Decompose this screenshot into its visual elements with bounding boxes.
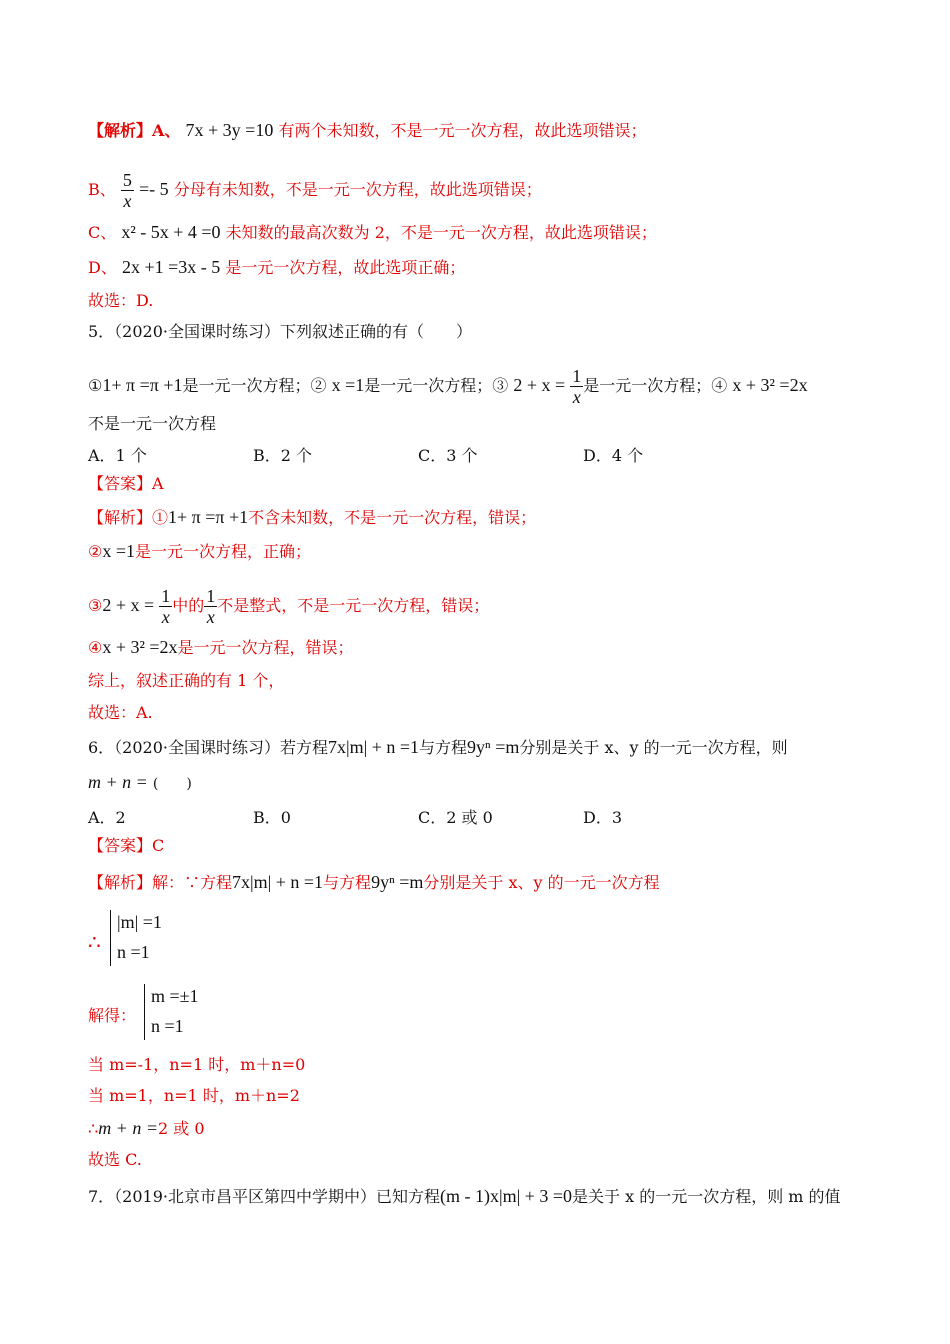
fraction-denominator: x [161, 607, 170, 627]
analysis-equation-2: 9yⁿ =m [371, 872, 424, 892]
analysis-4-equation: x + 3² =2x [102, 637, 178, 657]
q6-option-c: C．2 或 0 [418, 808, 493, 827]
explanation-c: 未知数的最高次数为 2，不是一元一次方程，故此选项错误； [225, 223, 657, 242]
q6-stem [88, 737, 788, 758]
q6-stem-post: 分别是关于 x、y 的一元一次方程，则 [519, 738, 788, 757]
q5-option-c: C．3 个 [418, 446, 478, 465]
analysis-3-mid: 中的 [172, 596, 205, 615]
result-value: 2 或 0 [157, 1119, 205, 1138]
q5-analysis-1 [88, 507, 536, 528]
statement-1-equation: 1+ π =π +1 [102, 375, 183, 395]
q7-equation: (m - 1)x|m| + 3 =0 [440, 1186, 572, 1206]
explanation-d: 是一元一次方程，故此选项正确； [225, 258, 466, 277]
statement-3-fraction [570, 366, 583, 407]
analysis-2-equation: x =1 [102, 541, 135, 561]
therefore-symbol: ∴ [88, 930, 101, 954]
q6-stem-mid: 与方程 [419, 738, 468, 757]
analysis-intro: 解：∵方程 [152, 873, 233, 892]
q4-line-c [88, 222, 657, 243]
analysis-post: 分别是关于 x、y 的一元一次方程 [423, 873, 660, 892]
q6-option-a: A．2 [88, 808, 126, 827]
circle-1-mark: ① [88, 376, 103, 395]
system-1-eq-b: n =1 [117, 942, 150, 962]
explanation-a: 有两个未知数，不是一元一次方程，故此选项错误； [278, 121, 647, 140]
fraction-denominator: x [123, 191, 132, 211]
q6-equation-1: 7x|m| + n =1 [328, 737, 420, 757]
statement-3-equation: 2 + x = [513, 375, 566, 395]
analysis-mid: 与方程 [323, 873, 372, 892]
analysis-3-text: 不是整式，不是一元一次方程，错误； [217, 596, 490, 615]
equation-b-rhs: =- 5 [138, 179, 169, 199]
q4-line-a [88, 120, 646, 141]
q5-answer: 【答案】A [88, 474, 164, 493]
analysis-1-equation: 1+ π =π +1 [168, 507, 249, 527]
option-d-prefix: D、 [88, 258, 117, 277]
result-expression: m + n = [98, 1118, 158, 1138]
circle-1-mark: ① [152, 508, 169, 527]
q6-conclusion: 故选 C. [88, 1150, 142, 1169]
analysis-label: 【解析】 [88, 873, 153, 892]
q6-blank: ( ) [152, 776, 192, 792]
q6-answer: 【答案】C [88, 836, 165, 855]
solve-label: 解得： [88, 1006, 137, 1025]
q5-option-b: B．2 个 [253, 446, 313, 465]
analysis-label: 【解析】 [88, 121, 153, 140]
circle-3-mark: ③ [88, 596, 103, 615]
analysis-equation-1: 7x|m| + n =1 [232, 872, 324, 892]
q6-result [88, 1118, 205, 1139]
fraction-numerator: 1 [161, 586, 171, 606]
q7-stem-pre: 7．（2019·北京市昌平区第四中学期中）已知方程 [88, 1187, 440, 1206]
explanation-b: 分母有未知数，不是一元一次方程，故此选项错误； [173, 180, 542, 199]
q5-conclusion: 故选：A. [88, 703, 153, 722]
statement-4-equation: x + 3² =2x [732, 375, 808, 395]
analysis-4-text: 是一元一次方程，错误； [177, 638, 354, 657]
analysis-3-fraction [159, 586, 172, 627]
q5-summary: 综上，叙述正确的有 1 个， [88, 671, 285, 690]
q5-analysis-2 [88, 541, 311, 562]
q7-stem [88, 1186, 841, 1207]
fraction-denominator: x [206, 607, 215, 627]
statement-4-text: 不是一元一次方程 [88, 414, 217, 433]
system-1-eq-a: |m| =1 [117, 912, 162, 932]
q6-option-d: D．3 [583, 808, 623, 827]
statement-2-equation: x =1 [331, 375, 365, 395]
q4-conclusion: 故选：D. [88, 291, 154, 310]
q4-line-b [88, 170, 542, 211]
q5-stem: 5．（2020·全国课时练习）下列叙述正确的有（ ） [88, 322, 472, 341]
fraction-numerator: 1 [206, 586, 216, 606]
q5-analysis-4 [88, 637, 354, 658]
q4-line-d [88, 257, 465, 278]
q5-statements [88, 366, 808, 407]
case-1: 当 m=-1，n=1 时，m＋n=0 [88, 1055, 306, 1074]
q7-stem-post: 是关于 x 的一元一次方程，则 m 的值 [572, 1187, 841, 1206]
system-2-eq-b: n =1 [151, 1016, 184, 1036]
circle-2-mark: ② [88, 542, 103, 561]
analysis-3-equation: 2 + x = [102, 595, 155, 615]
statement-3-text: 是一元一次方程；④ [583, 376, 728, 395]
fraction-b [121, 170, 134, 211]
q6-expression: m + n = [88, 772, 148, 792]
q6-equation-2: 9yⁿ =m [467, 737, 520, 757]
analysis-2-text: 是一元一次方程，正确； [135, 542, 312, 561]
system-2-eq-a: m =±1 [151, 986, 199, 1006]
therefore-symbol: ∴ [88, 1119, 99, 1138]
analysis-1-text: 不含未知数，不是一元一次方程，错误； [248, 508, 537, 527]
q6-stem-pre: 6．（2020·全国课时练习）若方程 [88, 738, 328, 757]
analysis-label: 【解析】 [88, 508, 153, 527]
fraction-numerator: 5 [122, 170, 132, 190]
equation-d: 2x +1 =3x - 5 [121, 257, 221, 277]
fraction-numerator: 1 [572, 366, 582, 386]
statement-2-text: 是一元一次方程；③ [364, 376, 509, 395]
q6-stem-line2 [88, 772, 192, 794]
q6-analysis-intro [88, 872, 660, 893]
equation-c: x² - 5x + 4 =0 [121, 222, 221, 242]
analysis-3-fraction-2 [204, 586, 217, 627]
option-a-prefix: A、 [152, 121, 181, 140]
equation-a: 7x + 3y =10 [185, 120, 274, 140]
equation-system-1 [110, 910, 181, 966]
fraction-denominator: x [572, 387, 581, 407]
q6-option-b: B．0 [253, 808, 291, 827]
q5-option-a: A．1 个 [88, 446, 147, 465]
q5-option-d: D．4 个 [583, 446, 644, 465]
statement-1-text: 是一元一次方程；② [182, 376, 327, 395]
q5-analysis-3 [88, 586, 489, 627]
equation-system-2 [144, 984, 225, 1040]
case-2: 当 m=1，n=1 时，m＋n=2 [88, 1086, 300, 1105]
circle-4-mark: ④ [88, 638, 103, 657]
option-b-prefix: B、 [88, 180, 116, 199]
option-c-prefix: C、 [88, 223, 117, 242]
